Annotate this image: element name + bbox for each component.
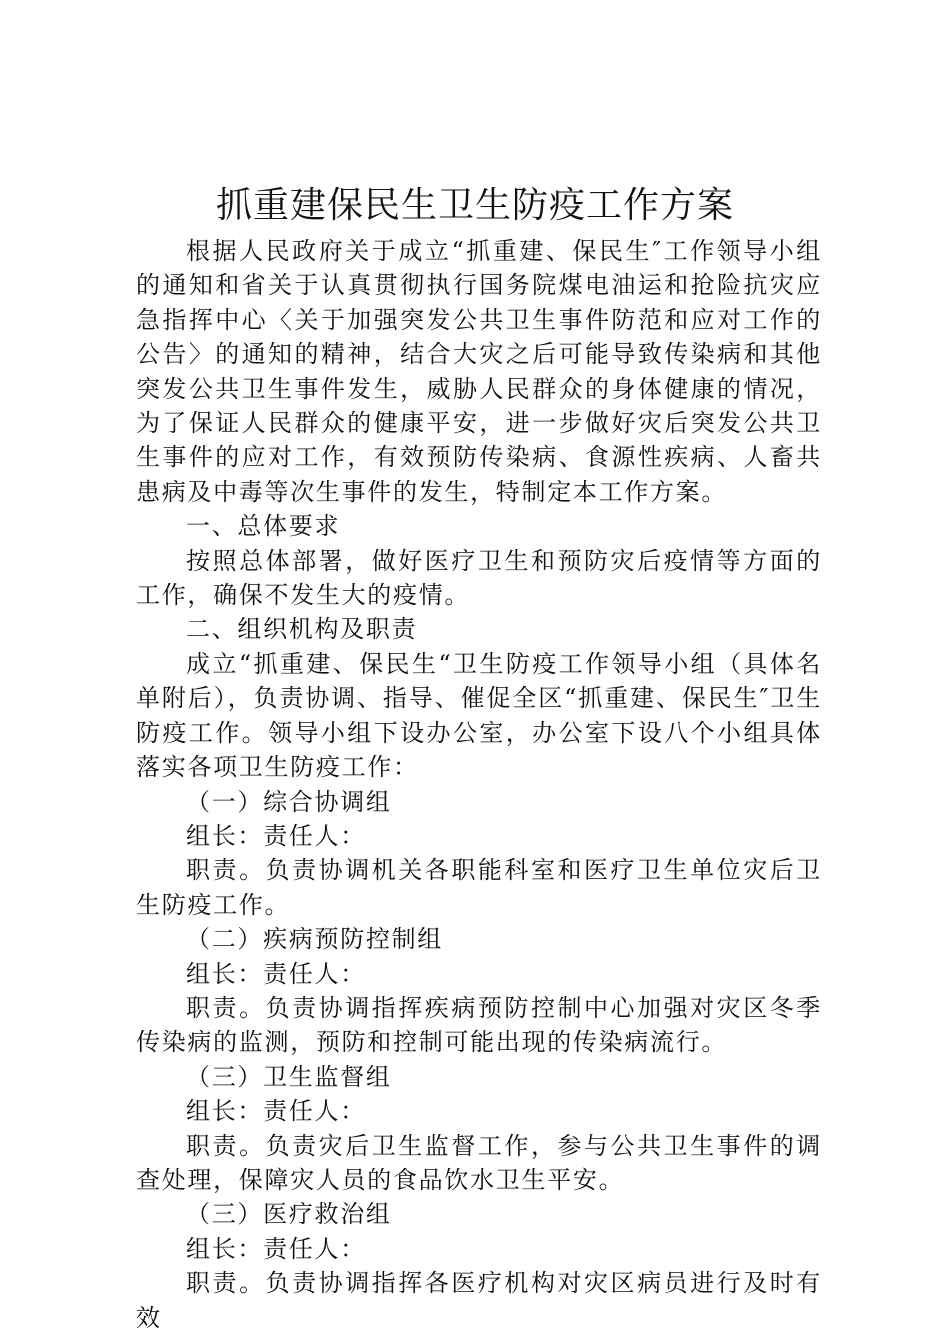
- subsection-heading-health-supervision-group: （三）卫生监督组: [186, 1062, 392, 1091]
- section-heading-general-requirements: 一、总体要求: [186, 512, 341, 541]
- paragraph-intro: 根据人民政府关于成立“抓重建、保民生″工作领导小组的通知和省关于认真贯彻执行国务院煤电油运和抢险抗灾应急指挥中心〈关于加强突发公共卫生事件防范和应对工作的公告〉的通知的精神，结合大灾之后可能导致传染病和其他突发公共卫生事件发生，威胁人民群众的身体健康的情况，为了保证人民群众的健康平安，进一步做好灾后突发公共卫生事件的应对工作，有效预防传染病、食源性疾病、人畜共患病及中毒等次生事件的发生，特制定本工作方案。: [136, 237, 822, 506]
- group-leader-line: 组长：责任人：: [186, 821, 366, 850]
- subsection-heading-medical-treatment-group: （三）医疗救治组: [186, 1200, 392, 1229]
- paragraph-general-requirements: 按照总体部署，做好医疗卫生和预防灾后疫情等方面的工作，确保不发生大的疫情。: [136, 546, 822, 610]
- duty-paragraph: 职责。负责灾后卫生监督工作，参与公共卫生事件的调查处理，保障灾人员的食品饮水卫生平安。: [136, 1131, 822, 1194]
- subsection-heading-coordination-group: （一）综合协调组: [186, 787, 392, 816]
- subsection-heading-disease-control-group: （二）疾病预防控制组: [186, 925, 443, 954]
- document-body: [136, 234, 822, 1335]
- section-heading-organization: 二、组织机构及职责: [186, 615, 418, 644]
- group-leader-line: 组长：责任人：: [186, 1234, 366, 1263]
- duty-paragraph: 职责。负责协调机关各职能科室和医疗卫生单位灾后卫生防疫工作。: [136, 856, 822, 919]
- document-title: 抓重建保民生卫生防疫工作方案: [215, 185, 734, 226]
- duty-paragraph: 职责。负责协调指挥各医疗机构对灾区病员进行及时有效: [136, 1269, 822, 1332]
- group-leader-line: 组长：责任人：: [186, 1097, 366, 1126]
- group-leader-line: 组长：责任人：: [186, 959, 366, 988]
- paragraph-organization: 成立“抓重建、保民生“卫生防疫工作领导小组（具体名单附后），负责协调、指导、催促全区“抓重建、保民生″卫生防疫工作。领导小组下设办公室，办公室下设八个小组具体落实各项卫生防疫工作：: [136, 649, 822, 782]
- duty-paragraph: 职责。负责协调指挥疾病预防控制中心加强对灾区冬季传染病的监测，预防和控制可能出现的传染病流行。: [136, 993, 822, 1057]
